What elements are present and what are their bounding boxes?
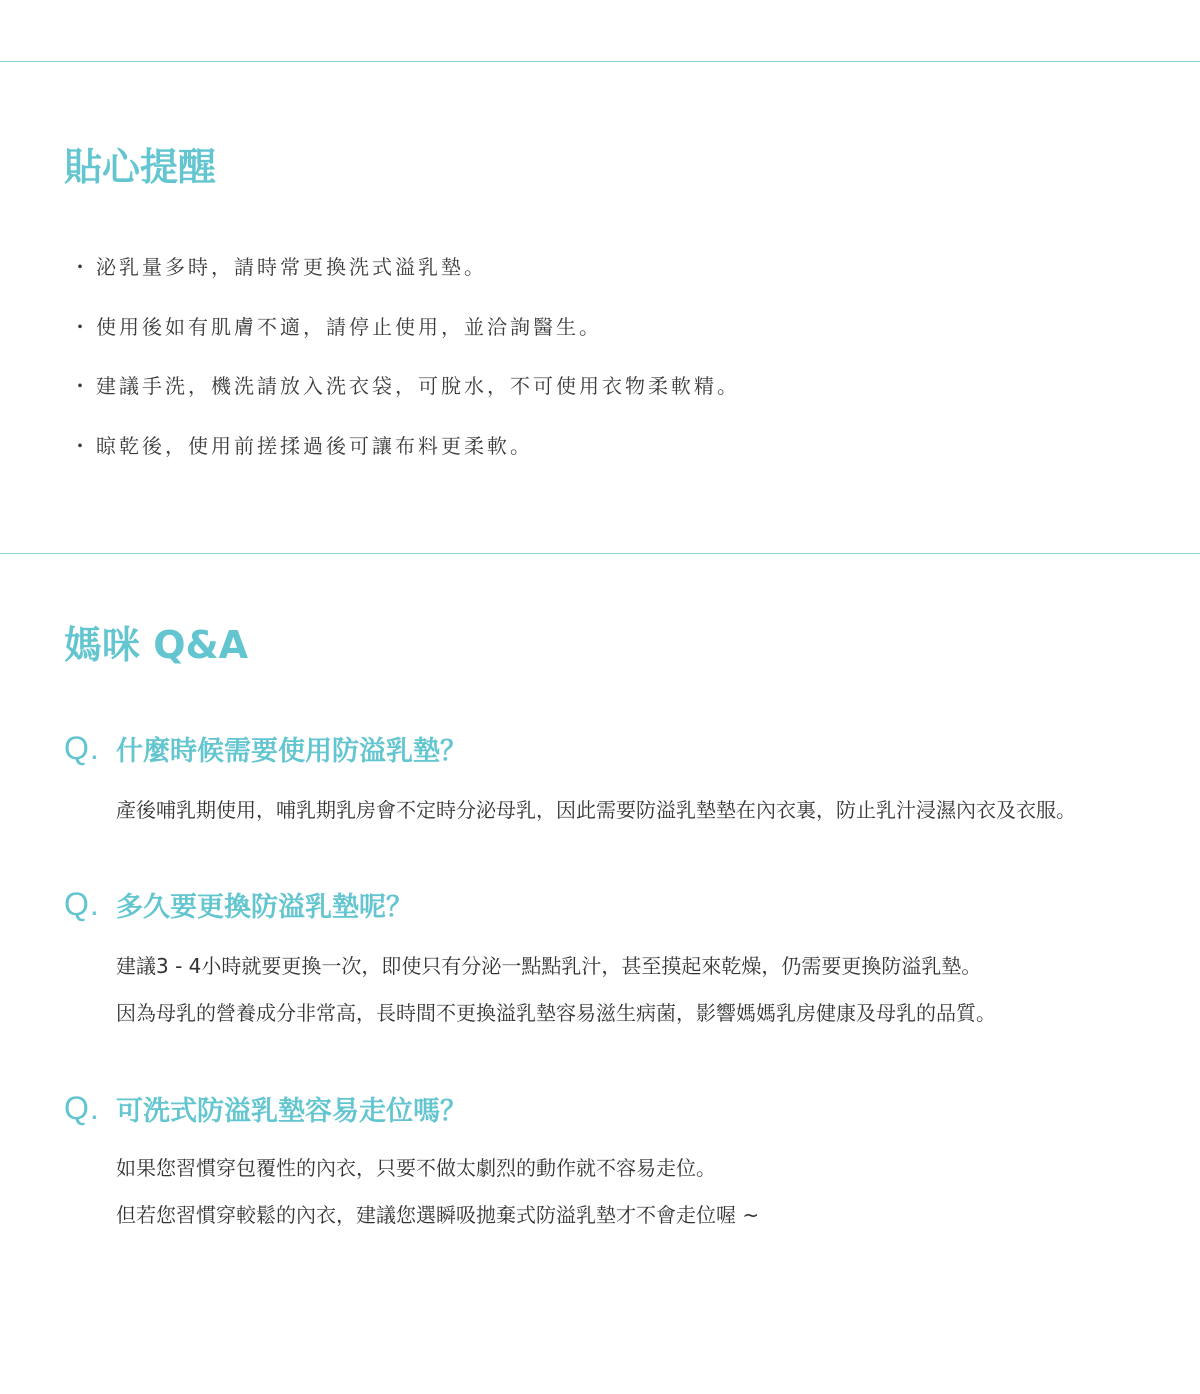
tip-text: 建議手洗，機洗請放入洗衣袋，可脫水，不可使用衣物柔軟精。 — [96, 374, 740, 398]
qa-answer — [116, 795, 1184, 842]
q-mark: Q. — [64, 729, 100, 766]
answer-line: 建議3 - 4小時就要更換一次，即使只有分泌一點點乳汁，甚至摸起來乾燥，仍需要更換防溢乳墊。 — [116, 954, 982, 978]
qa-question — [64, 728, 1184, 768]
tip-item — [70, 368, 740, 428]
qa-question — [64, 884, 1184, 924]
qa-question — [64, 1088, 1184, 1128]
tip-text: 使用後如有肌膚不適，請停止使用，並洽詢醫生。 — [96, 314, 602, 339]
bullet: ・ — [70, 433, 90, 458]
qa-item — [64, 1088, 1184, 1247]
tip-item — [70, 428, 740, 488]
section-divider — [0, 553, 1200, 554]
tips-list — [70, 249, 740, 487]
answer-line: 因為母乳的營養成分非常高，長時間不更換溢乳墊容易滋生病菌，影響媽媽乳房健康及母乳的品質。 — [116, 1001, 996, 1025]
qa-answer — [116, 951, 1184, 1045]
tips-section-title: 貼心提醒 — [64, 145, 217, 189]
question-text: 什麼時候需要使用防溢乳墊？ — [116, 735, 467, 767]
top-divider — [0, 61, 1200, 62]
q-mark: Q. — [64, 885, 100, 922]
qa-item — [64, 884, 1184, 1045]
answer-line: 產後哺乳期使用，哺乳期乳房會不定時分泌母乳，因此需要防溢乳墊墊在內衣裏，防止乳汁浸濕內衣及衣服。 — [116, 798, 1076, 822]
q-mark: Q. — [64, 1089, 100, 1126]
bullet: ・ — [70, 255, 90, 279]
tip-item — [70, 309, 740, 369]
qa-section-title: 媽咪 Q&A — [64, 623, 249, 667]
qa-answer — [116, 1153, 1184, 1247]
answer-line: 如果您習慣穿包覆性的內衣，只要不做太劇烈的動作就不容易走位。 — [116, 1156, 716, 1180]
tip-text: 晾乾後，使用前搓揉過後可讓布料更柔軟。 — [96, 433, 533, 458]
bullet: ・ — [70, 314, 90, 339]
question-text: 多久要更換防溢乳墊呢？ — [116, 891, 413, 923]
qa-item — [64, 728, 1184, 842]
question-text: 可洗式防溢乳墊容易走位嗎？ — [116, 1095, 467, 1127]
tip-text: 泌乳量多時，請時常更換洗式溢乳墊。 — [96, 255, 487, 279]
answer-line: 但若您習慣穿較鬆的內衣，建議您選瞬吸拋棄式防溢乳墊才不會走位喔 ~ — [116, 1203, 760, 1227]
tip-item — [70, 249, 740, 309]
bullet: ・ — [70, 374, 90, 398]
